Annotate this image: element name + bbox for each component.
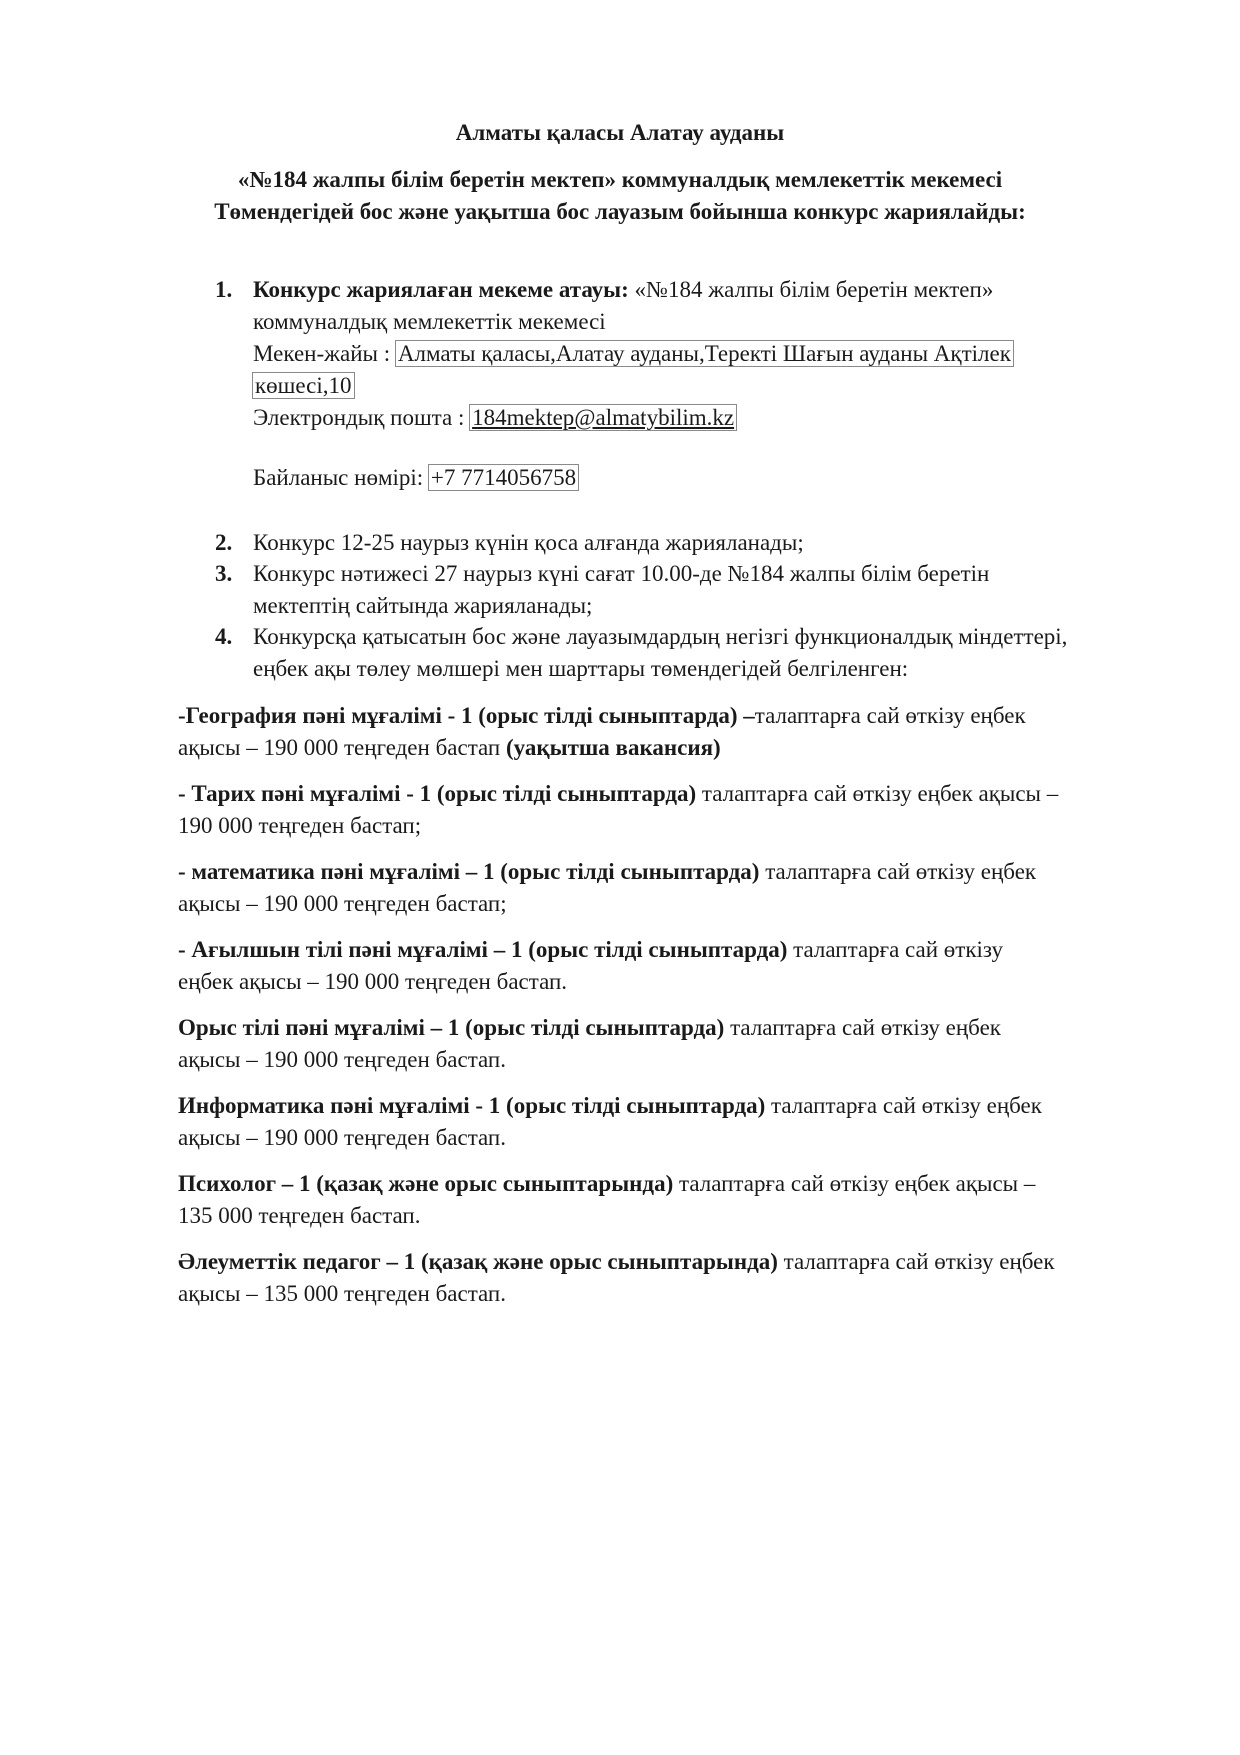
list-item-2 [215, 527, 1135, 559]
vacancy-title: -География пәні мұғалімі - 1 (орыс тілді сыныптарда) – [178, 703, 755, 728]
vacancy-psychologist [178, 1168, 1158, 1232]
list-item-text: Конкурс 12-25 наурыз күнін қоса алғанда жарияланады; [253, 530, 804, 555]
vacancy-salary: ақысы – 190 000 теңгеден бастап [178, 735, 506, 760]
email-label: Электрондық пошта : [253, 405, 471, 430]
vacancy-title: - Тарих пәні мұғалімі - 1 (орыс тілді сыныптарда) [178, 781, 697, 806]
vacancy-terms: талаптарға сай өткізу [787, 937, 1004, 962]
list-item-text-cont: еңбек ақы төлеу мөлшері мен шарттары төмендегідей белгіленген: [253, 656, 909, 681]
vacancy-terms: талаптарға сай өткізу еңбек [765, 1093, 1042, 1118]
list-number: 2. [215, 530, 233, 555]
vacancy-geography [178, 700, 1158, 764]
vacancy-temp-note: (уақытша вакансия) [506, 735, 721, 760]
vacancy-salary: ақысы – 190 000 теңгеден бастап. [178, 1125, 506, 1150]
email-link[interactable]: 184mektep@almatybilim.kz [472, 405, 735, 430]
vacancy-social-pedagogue [178, 1246, 1158, 1310]
list-item-text: Конкурс нәтижесі 27 наурыз күні сағат 10.00-де №184 жалпы білім беретін [253, 561, 990, 586]
institution-name-cont: коммуналдық мемлекеттік мекемесі [253, 309, 606, 334]
vacancy-terms: талаптарға сай өткізу еңбек [777, 1249, 1055, 1274]
vacancy-terms: талаптарға сай өткізу еңбек [754, 703, 1026, 728]
vacancy-title: - Ағылшын тілі пәні мұғалімі – 1 (орыс тілді сыныптарда) [178, 937, 788, 962]
vacancy-informatics [178, 1090, 1158, 1154]
list-number: 3. [215, 561, 233, 586]
vacancy-salary: еңбек ақысы – 190 000 теңгеден бастап. [178, 969, 568, 994]
header-school-name: «№184 жалпы білім беретін мектеп» коммуналдық мемлекеттік мекемесі [237, 167, 1003, 192]
header-city-district: Алматы қаласы Алатау ауданы [455, 120, 785, 145]
vacancy-title: - математика пәні мұғалімі – 1 (орыс тілді сыныптарда) [178, 859, 760, 884]
institution-label: Конкурс жариялаған мекеме атауы: [253, 277, 629, 302]
list-item-4 [215, 621, 1135, 685]
header-announcement: Төмендегідей бос және уақытша бос лауазым бойынша конкурс жариялайды: [214, 199, 1026, 224]
vacancy-terms: талаптарға сай өткізу еңбек [759, 859, 1037, 884]
vacancy-terms: талаптарға сай өткізу еңбек [724, 1015, 1001, 1040]
list-number: 4. [215, 624, 233, 649]
vacancy-mathematics [178, 856, 1158, 920]
vacancy-salary: ақысы – 190 000 теңгеден бастап; [178, 891, 507, 916]
vacancy-history [178, 778, 1158, 842]
vacancy-title: Психолог – 1 (қазақ және орыс сыныптарында) [178, 1171, 674, 1196]
vacancy-terms: талаптарға сай өткізу еңбек ақысы – [673, 1171, 1036, 1196]
vacancy-title: Орыс тілі пәні мұғалімі – 1 (орыс тілді сыныптарда) [178, 1015, 725, 1040]
vacancy-russian [178, 1012, 1158, 1076]
list-item-3 [215, 558, 1135, 622]
vacancy-title: Әлеуметтік педагог – 1 (қазақ және орыс сыныптарында) [178, 1249, 778, 1274]
vacancy-title: Информатика пәні мұғалімі - 1 (орыс тілді сыныптарда) [178, 1093, 766, 1118]
vacancy-salary: 190 000 теңгеден бастап; [178, 813, 422, 838]
phone-label: Байланыс нөмірі: [253, 465, 429, 490]
address-field[interactable]: Алматы қаласы,Алатау ауданы,Теректі Шағын ауданы Ақтілек [397, 341, 1011, 366]
phone-field[interactable]: +7 7714056758 [430, 465, 577, 490]
vacancy-english [178, 934, 1158, 998]
list-number: 1. [215, 277, 233, 302]
vacancy-salary: ақысы – 135 000 теңгеден бастап. [178, 1281, 506, 1306]
vacancy-terms: талаптарға сай өткізу еңбек ақысы – [696, 781, 1059, 806]
vacancy-salary: 135 000 теңгеден бастап. [178, 1203, 421, 1228]
vacancy-salary: ақысы – 190 000 теңгеден бастап. [178, 1047, 506, 1072]
list-item-1 [215, 274, 1135, 494]
address-field-cont[interactable]: көшесі,10 [255, 373, 352, 398]
list-item-text: Конкурсқа қатысатын бос және лауазымдардың негізгі функционалдық міндеттері, [253, 624, 1068, 649]
address-label: Мекен-жайы : [253, 341, 396, 366]
list-item-text-cont: мектептің сайтында жарияланады; [253, 593, 593, 618]
institution-name: «№184 жалпы білім беретін мектеп» [628, 277, 994, 302]
